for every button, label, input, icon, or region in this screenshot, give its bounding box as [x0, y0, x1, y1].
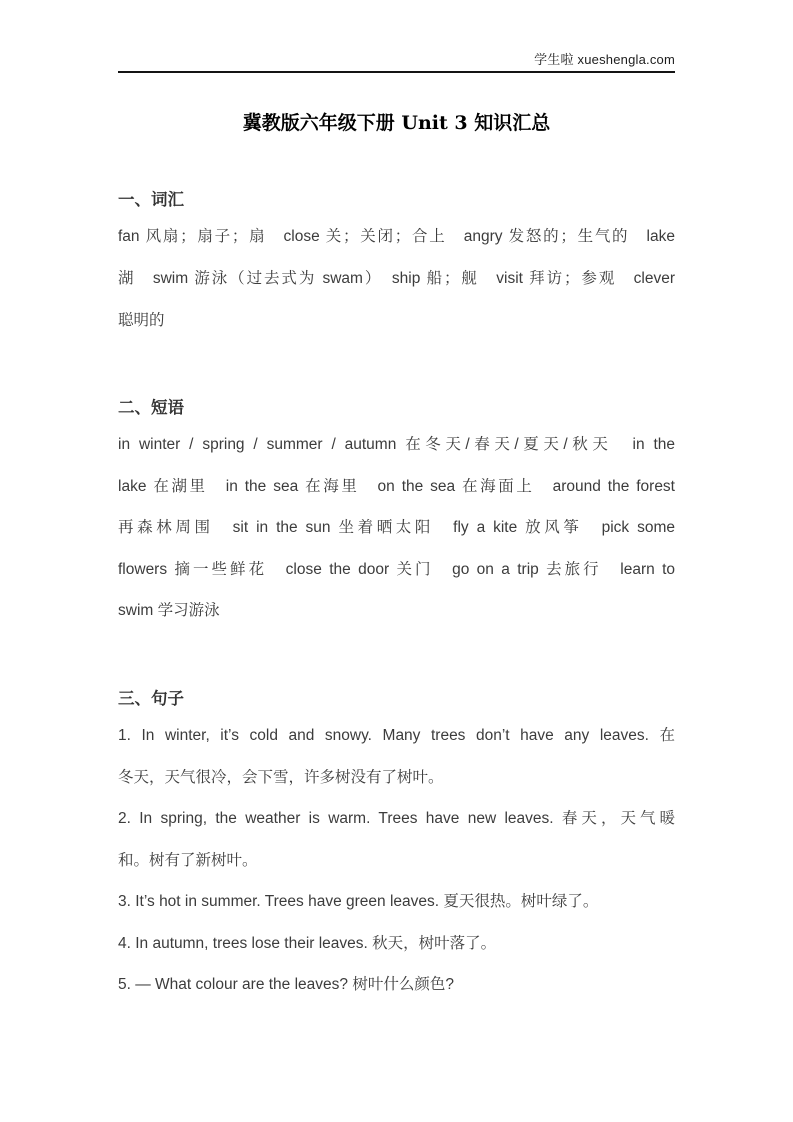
phrase-line-2: lake 在湖里 in the sea 在海里 on the sea 在海面上 around the forest	[118, 478, 675, 495]
site-domain: xueshengla.com	[577, 52, 675, 67]
section-heading-sentences: 三、句子	[118, 690, 184, 708]
phrase-line-3: 再森林周围 sit in the sun 坐着晒太阳 fly a kite 放风筝 pick some	[118, 519, 675, 536]
section-heading-phrases: 二、短语	[118, 399, 184, 417]
sentence-line-2: 冬天，天气很冷，会下雪，许多树没有了树叶。	[118, 769, 444, 786]
phrase-line-1: in winter / spring / summer / autumn 在冬天/春天/夏天/秋天 in the	[118, 436, 675, 453]
sentence-line-7: 5. — What colour are the leaves? 树叶什么颜色?	[118, 976, 454, 993]
page-header	[118, 0, 675, 73]
vocab-line-3: 聪明的	[118, 312, 165, 329]
sentence-line-4: 和。树有了新树叶。	[118, 852, 258, 869]
section-heading-vocabulary: 一、词汇	[118, 191, 184, 209]
sentence-line-3: 2. In spring, the weather is warm. Trees have new leaves. 春天，天气暖	[118, 810, 675, 827]
vocab-line-2: 湖 swim 游泳（过去式为 swam） ship 船；舰 visit 拜访；参观 clever	[118, 270, 675, 287]
phrase-line-4: flowers 摘一些鲜花 close the door 关门 go on a trip 去旅行 learn to	[118, 561, 675, 578]
sentence-line-1: 1. In winter, it’s cold and snowy. Many trees don’t have any leaves. 在	[118, 727, 675, 744]
phrase-line-5: swim 学习游泳	[118, 602, 220, 619]
site-brand	[534, 49, 675, 68]
sentence-line-5: 3. It’s hot in summer. Trees have green leaves. 夏天很热。树叶绿了。	[118, 893, 599, 910]
doc-title: 冀教版六年级下册 Unit 3 知识汇总	[242, 112, 551, 134]
sentence-line-6: 4. In autumn, trees lose their leaves. 秋天，树叶落了。	[118, 935, 497, 952]
vocab-line-1: fan 风扇；扇子；扇 close 关；关闭；合上 angry 发怒的；生气的 lake	[118, 228, 675, 245]
site-name: 学生啦	[534, 53, 574, 68]
